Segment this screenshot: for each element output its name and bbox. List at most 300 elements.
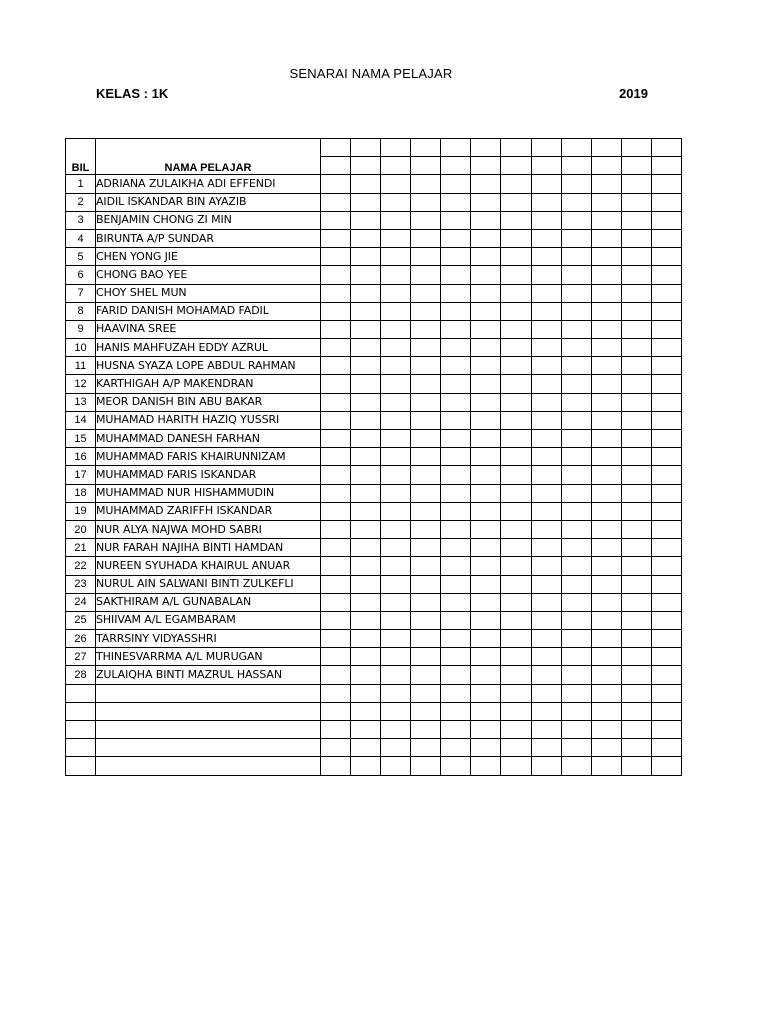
blank-cell <box>501 757 531 775</box>
blank-header-cell <box>531 157 561 175</box>
table-row <box>66 666 682 684</box>
row-number: 23 <box>66 575 96 593</box>
blank-cell <box>471 375 501 393</box>
blank-cell <box>381 575 411 593</box>
student-name <box>96 757 321 775</box>
blank-cell <box>321 739 351 757</box>
blank-cell <box>501 502 531 520</box>
blank-cell <box>381 430 411 448</box>
blank-cell <box>471 520 501 538</box>
blank-cell <box>531 448 561 466</box>
blank-cell <box>441 229 471 247</box>
blank-cell <box>441 684 471 702</box>
blank-header-cell <box>441 157 471 175</box>
blank-cell <box>411 320 441 338</box>
blank-cell <box>621 193 651 211</box>
blank-cell <box>591 684 621 702</box>
blank-cell <box>411 557 441 575</box>
table-row <box>66 484 682 502</box>
blank-cell <box>651 684 681 702</box>
blank-cell <box>621 630 651 648</box>
student-name: TARRSINY VIDYASSHRI <box>96 630 321 648</box>
blank-cell <box>531 557 561 575</box>
blank-cell <box>621 284 651 302</box>
blank-cell <box>501 448 531 466</box>
blank-cell <box>321 702 351 720</box>
blank-cell <box>441 539 471 557</box>
blank-cell <box>591 630 621 648</box>
blank-header-cell <box>381 139 411 157</box>
blank-cell <box>621 484 651 502</box>
blank-cell <box>621 175 651 193</box>
blank-cell <box>381 175 411 193</box>
blank-header-cell <box>501 139 531 157</box>
blank-cell <box>351 611 381 629</box>
table-row <box>66 393 682 411</box>
blank-cell <box>351 393 381 411</box>
blank-cell <box>531 430 561 448</box>
blank-cell <box>501 630 531 648</box>
row-number: 28 <box>66 666 96 684</box>
blank-cell <box>351 193 381 211</box>
blank-cell <box>561 266 591 284</box>
blank-cell <box>471 702 501 720</box>
blank-cell <box>411 739 441 757</box>
column-header-bil: BIL <box>66 139 96 175</box>
row-number: 5 <box>66 248 96 266</box>
blank-cell <box>591 757 621 775</box>
row-number: 20 <box>66 520 96 538</box>
blank-cell <box>351 739 381 757</box>
row-number: 19 <box>66 502 96 520</box>
blank-cell <box>531 721 561 739</box>
blank-header-cell <box>621 157 651 175</box>
blank-cell <box>531 484 561 502</box>
row-number: 24 <box>66 593 96 611</box>
row-number: 16 <box>66 448 96 466</box>
table-row <box>66 229 682 247</box>
blank-cell <box>321 266 351 284</box>
blank-cell <box>561 193 591 211</box>
student-name: SAKTHIRAM A/L GUNABALAN <box>96 593 321 611</box>
table-row <box>66 593 682 611</box>
student-name: MUHAMMAD FARIS KHAIRUNNIZAM <box>96 448 321 466</box>
blank-cell <box>411 648 441 666</box>
blank-cell <box>531 229 561 247</box>
blank-cell <box>561 648 591 666</box>
blank-cell <box>351 302 381 320</box>
blank-cell <box>351 320 381 338</box>
blank-cell <box>321 375 351 393</box>
blank-header-cell <box>651 157 681 175</box>
blank-cell <box>651 593 681 611</box>
blank-cell <box>591 484 621 502</box>
blank-cell <box>591 302 621 320</box>
blank-cell <box>531 539 561 557</box>
blank-cell <box>411 484 441 502</box>
blank-cell <box>351 266 381 284</box>
student-list-table <box>65 138 682 776</box>
blank-cell <box>381 739 411 757</box>
blank-cell <box>591 284 621 302</box>
blank-cell <box>561 339 591 357</box>
blank-cell <box>501 357 531 375</box>
blank-cell <box>501 411 531 429</box>
row-number: 26 <box>66 630 96 648</box>
blank-cell <box>441 757 471 775</box>
blank-cell <box>561 721 591 739</box>
student-name: HANIS MAHFUZAH EDDY AZRUL <box>96 339 321 357</box>
blank-cell <box>471 757 501 775</box>
blank-cell <box>441 175 471 193</box>
blank-cell <box>561 557 591 575</box>
blank-cell <box>591 339 621 357</box>
blank-cell <box>351 520 381 538</box>
row-number <box>66 702 96 720</box>
blank-cell <box>501 466 531 484</box>
blank-cell <box>381 630 411 648</box>
blank-header-cell <box>411 157 441 175</box>
blank-cell <box>411 411 441 429</box>
blank-cell <box>321 630 351 648</box>
blank-header-cell <box>321 139 351 157</box>
blank-cell <box>381 502 411 520</box>
table-row <box>66 175 682 193</box>
blank-cell <box>561 630 591 648</box>
blank-header-cell <box>471 139 501 157</box>
blank-cell <box>591 193 621 211</box>
blank-cell <box>351 375 381 393</box>
table-row <box>66 302 682 320</box>
blank-cell <box>531 575 561 593</box>
blank-cell <box>501 539 531 557</box>
blank-header-cell <box>621 139 651 157</box>
blank-cell <box>621 266 651 284</box>
blank-cell <box>621 539 651 557</box>
blank-cell <box>381 357 411 375</box>
blank-header-cell <box>381 157 411 175</box>
blank-cell <box>561 593 591 611</box>
blank-cell <box>381 211 411 229</box>
blank-cell <box>591 175 621 193</box>
blank-cell <box>651 357 681 375</box>
student-name <box>96 684 321 702</box>
student-name: MEOR DANISH BIN ABU BAKAR <box>96 393 321 411</box>
blank-cell <box>351 575 381 593</box>
blank-header-cell <box>471 157 501 175</box>
blank-cell <box>561 520 591 538</box>
blank-cell <box>351 539 381 557</box>
blank-cell <box>621 229 651 247</box>
blank-cell <box>591 702 621 720</box>
blank-cell <box>321 339 351 357</box>
blank-cell <box>591 539 621 557</box>
blank-cell <box>321 211 351 229</box>
blank-cell <box>651 630 681 648</box>
student-name: CHOY SHEL MUN <box>96 284 321 302</box>
blank-cell <box>411 539 441 557</box>
blank-cell <box>561 411 591 429</box>
blank-cell <box>321 302 351 320</box>
row-number: 18 <box>66 484 96 502</box>
blank-cell <box>621 320 651 338</box>
blank-cell <box>501 575 531 593</box>
blank-cell <box>411 175 441 193</box>
blank-cell <box>561 484 591 502</box>
table-row <box>66 539 682 557</box>
student-name: NURUL AIN SALWANI BINTI ZULKEFLI <box>96 575 321 593</box>
blank-cell <box>351 211 381 229</box>
blank-cell <box>351 411 381 429</box>
blank-cell <box>441 393 471 411</box>
blank-cell <box>381 721 411 739</box>
blank-cell <box>321 484 351 502</box>
blank-cell <box>621 684 651 702</box>
blank-cell <box>591 357 621 375</box>
blank-cell <box>321 284 351 302</box>
table-row <box>66 520 682 538</box>
blank-cell <box>411 466 441 484</box>
blank-cell <box>351 502 381 520</box>
blank-cell <box>321 448 351 466</box>
blank-cell <box>651 175 681 193</box>
blank-cell <box>441 357 471 375</box>
blank-cell <box>321 175 351 193</box>
blank-cell <box>621 339 651 357</box>
blank-cell <box>501 484 531 502</box>
blank-cell <box>501 739 531 757</box>
blank-cell <box>381 466 411 484</box>
blank-cell <box>441 721 471 739</box>
blank-cell <box>441 411 471 429</box>
blank-cell <box>501 702 531 720</box>
blank-cell <box>561 229 591 247</box>
blank-cell <box>441 648 471 666</box>
blank-cell <box>471 175 501 193</box>
blank-cell <box>501 721 531 739</box>
blank-header-cell <box>411 139 441 157</box>
blank-cell <box>441 484 471 502</box>
blank-cell <box>501 557 531 575</box>
blank-cell <box>561 320 591 338</box>
blank-cell <box>501 248 531 266</box>
blank-cell <box>411 393 441 411</box>
blank-cell <box>651 229 681 247</box>
blank-cell <box>351 684 381 702</box>
blank-cell <box>381 375 411 393</box>
blank-cell <box>321 193 351 211</box>
blank-cell <box>381 339 411 357</box>
blank-cell <box>501 393 531 411</box>
blank-cell <box>381 557 411 575</box>
blank-cell <box>591 739 621 757</box>
blank-cell <box>561 211 591 229</box>
blank-cell <box>561 702 591 720</box>
blank-cell <box>621 611 651 629</box>
blank-cell <box>621 702 651 720</box>
blank-cell <box>381 757 411 775</box>
student-name: NUR ALYA NAJWA MOHD SABRI <box>96 520 321 538</box>
table-row <box>66 702 682 720</box>
blank-cell <box>531 593 561 611</box>
blank-cell <box>321 557 351 575</box>
blank-cell <box>561 430 591 448</box>
blank-cell <box>351 339 381 357</box>
blank-cell <box>531 320 561 338</box>
blank-cell <box>651 320 681 338</box>
blank-cell <box>591 611 621 629</box>
blank-cell <box>411 375 441 393</box>
blank-cell <box>501 320 531 338</box>
blank-cell <box>321 411 351 429</box>
blank-cell <box>651 502 681 520</box>
blank-cell <box>441 284 471 302</box>
blank-cell <box>531 175 561 193</box>
table-row <box>66 411 682 429</box>
blank-cell <box>471 575 501 593</box>
blank-cell <box>591 248 621 266</box>
blank-cell <box>531 757 561 775</box>
blank-cell <box>621 448 651 466</box>
table-row <box>66 502 682 520</box>
class-label: KELAS : 1K <box>96 86 169 101</box>
blank-cell <box>561 757 591 775</box>
blank-cell <box>651 448 681 466</box>
blank-header-cell <box>351 139 381 157</box>
blank-cell <box>591 466 621 484</box>
blank-cell <box>621 248 651 266</box>
row-number <box>66 739 96 757</box>
blank-cell <box>411 430 441 448</box>
blank-cell <box>621 502 651 520</box>
blank-cell <box>591 375 621 393</box>
blank-cell <box>381 520 411 538</box>
blank-cell <box>441 266 471 284</box>
blank-cell <box>441 248 471 266</box>
blank-cell <box>411 284 441 302</box>
blank-cell <box>411 229 441 247</box>
blank-cell <box>561 502 591 520</box>
table-row <box>66 721 682 739</box>
blank-cell <box>531 466 561 484</box>
blank-cell <box>531 393 561 411</box>
column-header-name: NAMA PELAJAR <box>96 139 321 175</box>
blank-cell <box>321 229 351 247</box>
blank-cell <box>471 666 501 684</box>
blank-cell <box>621 557 651 575</box>
blank-cell <box>531 666 561 684</box>
blank-cell <box>651 393 681 411</box>
row-number: 27 <box>66 648 96 666</box>
blank-cell <box>591 666 621 684</box>
blank-header-cell <box>321 157 351 175</box>
blank-cell <box>351 630 381 648</box>
student-name: CHEN YONG JIE <box>96 248 321 266</box>
row-number: 7 <box>66 284 96 302</box>
blank-cell <box>381 448 411 466</box>
student-name <box>96 721 321 739</box>
blank-cell <box>381 684 411 702</box>
blank-cell <box>441 193 471 211</box>
student-name: BIRUNTA A/P SUNDAR <box>96 229 321 247</box>
blank-cell <box>381 302 411 320</box>
blank-cell <box>531 193 561 211</box>
blank-cell <box>441 430 471 448</box>
row-number: 8 <box>66 302 96 320</box>
blank-cell <box>531 302 561 320</box>
blank-cell <box>501 648 531 666</box>
table-row <box>66 266 682 284</box>
blank-cell <box>381 666 411 684</box>
blank-cell <box>441 339 471 357</box>
blank-cell <box>321 248 351 266</box>
blank-cell <box>471 466 501 484</box>
blank-cell <box>531 611 561 629</box>
blank-header-cell <box>501 157 531 175</box>
blank-cell <box>591 593 621 611</box>
blank-cell <box>321 320 351 338</box>
blank-cell <box>531 702 561 720</box>
blank-cell <box>381 648 411 666</box>
blank-cell <box>381 539 411 557</box>
blank-cell <box>471 557 501 575</box>
blank-cell <box>651 339 681 357</box>
blank-cell <box>621 520 651 538</box>
blank-cell <box>591 393 621 411</box>
blank-cell <box>561 248 591 266</box>
blank-cell <box>651 193 681 211</box>
blank-cell <box>501 611 531 629</box>
blank-cell <box>471 684 501 702</box>
row-number: 6 <box>66 266 96 284</box>
blank-cell <box>561 175 591 193</box>
table-row <box>66 757 682 775</box>
table-row <box>66 193 682 211</box>
blank-cell <box>501 175 531 193</box>
blank-cell <box>591 575 621 593</box>
blank-cell <box>441 611 471 629</box>
blank-cell <box>621 666 651 684</box>
table-row <box>66 557 682 575</box>
blank-cell <box>441 575 471 593</box>
blank-cell <box>651 539 681 557</box>
student-name: MUHAMAD HARITH HAZIQ YUSSRI <box>96 411 321 429</box>
blank-cell <box>531 248 561 266</box>
blank-cell <box>621 357 651 375</box>
blank-cell <box>561 393 591 411</box>
student-name <box>96 702 321 720</box>
table-row <box>66 211 682 229</box>
table-row <box>66 320 682 338</box>
blank-cell <box>381 266 411 284</box>
blank-cell <box>651 411 681 429</box>
blank-cell <box>411 502 441 520</box>
blank-cell <box>591 211 621 229</box>
blank-cell <box>651 739 681 757</box>
blank-cell <box>471 193 501 211</box>
blank-cell <box>591 229 621 247</box>
student-name: NUR FARAH NAJIHA BINTI HAMDAN <box>96 539 321 557</box>
blank-cell <box>351 721 381 739</box>
blank-cell <box>351 229 381 247</box>
blank-cell <box>471 430 501 448</box>
blank-cell <box>351 430 381 448</box>
blank-cell <box>471 502 501 520</box>
blank-cell <box>651 375 681 393</box>
blank-cell <box>591 411 621 429</box>
blank-cell <box>471 357 501 375</box>
blank-header-cell <box>561 157 591 175</box>
